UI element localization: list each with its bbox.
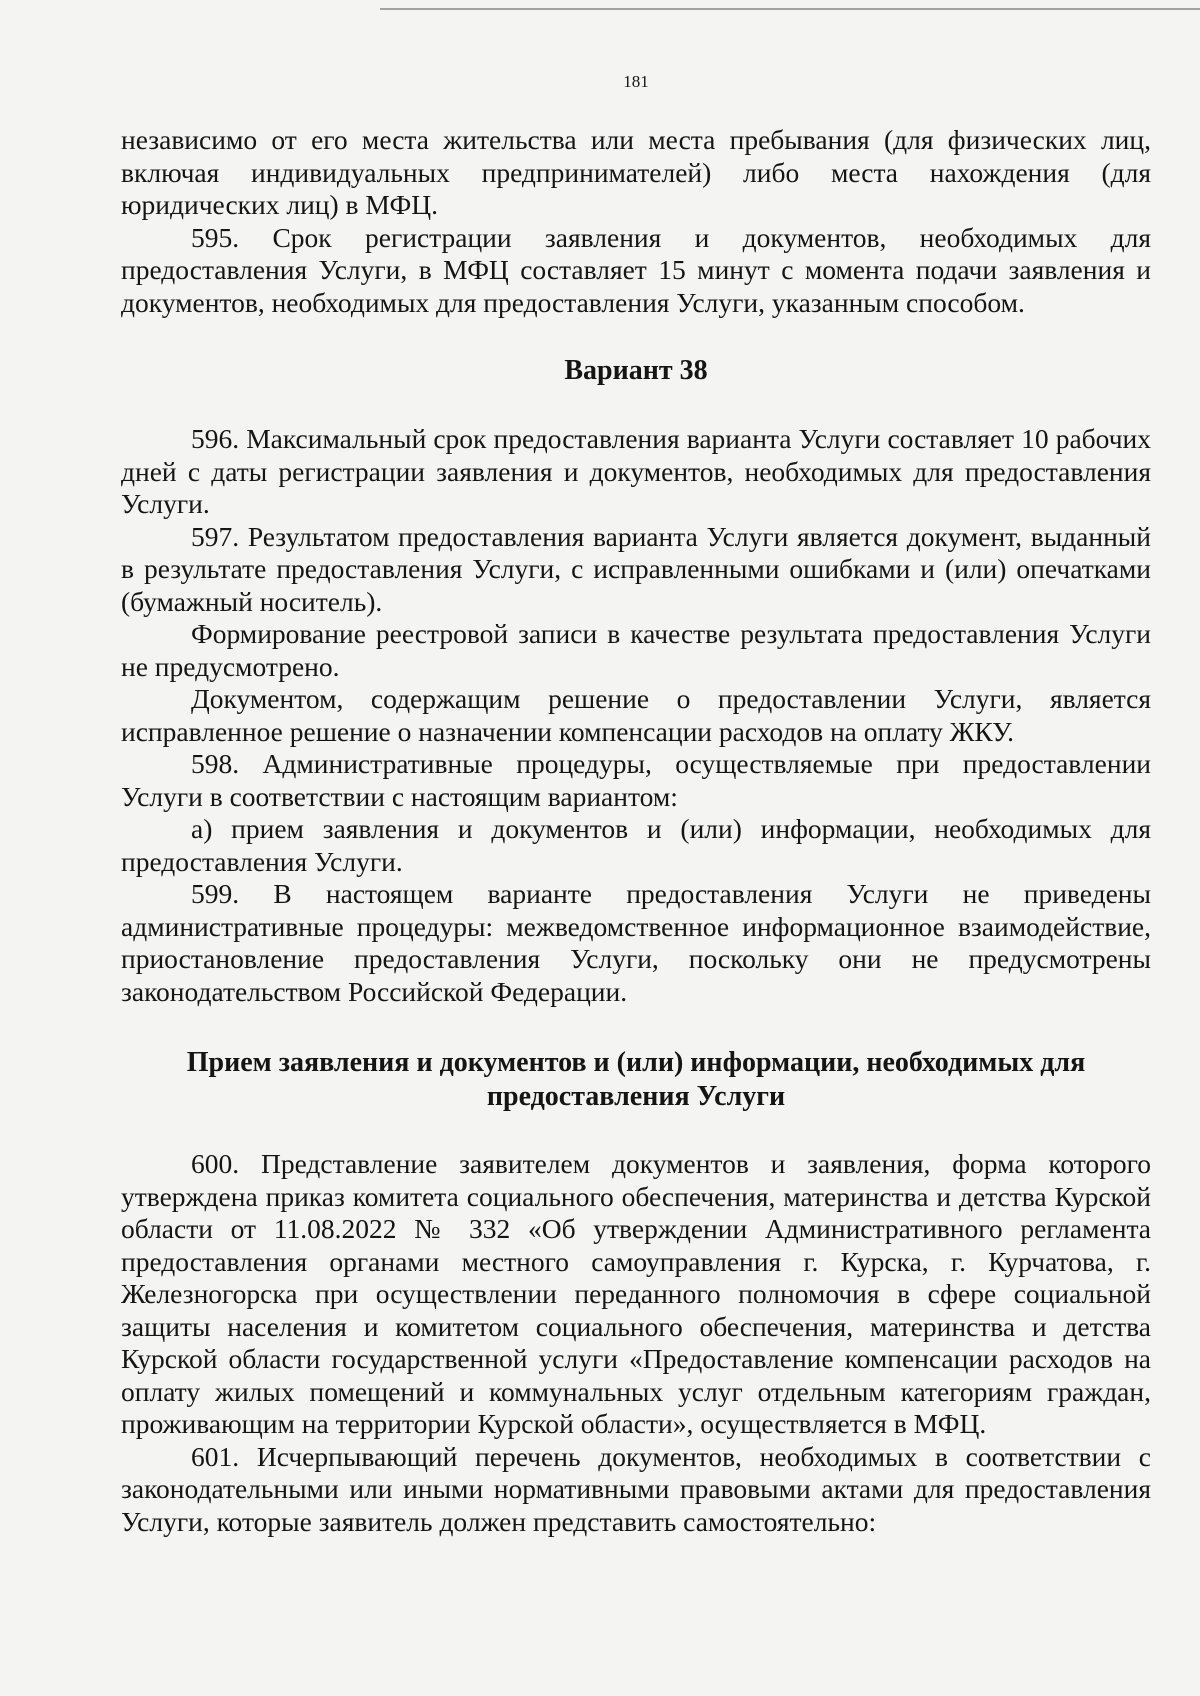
document-page bbox=[121, 70, 1151, 1538]
paragraph-601: 601. Исчерпывающий перечень документов, необходимых в соответствии с законодательными или иными нормативными правовыми актами для предоставления Услуги, которые заявитель должен представить самостоятельно: bbox=[121, 1440, 1151, 1537]
paragraph-600: 600. Представление заявителем документов и заявления, форма которого утверждена приказ комитета социального обеспечения, материнства и детства Курской области от 11.08.2022 № 332 «Об утверждении Административного регламента предоставления органами местного самоуправления г. Курска, г. Курчатова, г. Железногорска при осуществлении переданного полномочия в сфере социальной защиты населения и комитетом социального обеспечения, материнства и детства Курской области государственной услуги «Предоставление компенсации расходов на оплату жилых помещений и коммунальных услуг отдельным категориям граждан, проживающим на территории Курской области», осуществляется в МФЦ. bbox=[121, 1148, 1151, 1439]
paragraph-597-decision: Документом, содержащим решение о предоставлении Услуги, является исправленное решение о назначении компенсации расходов на оплату ЖКУ. bbox=[121, 683, 1151, 747]
paragraph-596: 596. Максимальный срок предоставления варианта Услуги составляет 10 рабочих дней с даты регистрации заявления и документов, необходимых для предоставления Услуги. bbox=[121, 423, 1151, 519]
paragraph-598: 598. Административные процедуры, осуществляемые при предоставлении Услуги в соответствии с настоящим вариантом: bbox=[121, 748, 1151, 812]
heading-section: Прием заявления и документов и (или) информации, необходимых для предоставления Услуги bbox=[186, 1047, 1086, 1112]
paragraph-597: 597. Результатом предоставления варианта Услуги является документ, выданный в результате предоставления Услуги, с исправленными ошибками и (или) опечатками (бумажный носитель). bbox=[121, 520, 1151, 617]
paragraph-595: 595. Срок регистрации заявления и документов, необходимых для предоставления Услуги, в МФЦ составляет 15 минут с момента подачи заявления и документов, необходимых для предоставления Услуги, указанным способом. bbox=[121, 221, 1151, 318]
paragraph-598-a: а) прием заявления и документов и (или) информации, необходимых для предоставления Услуги. bbox=[121, 813, 1151, 877]
scan-top-edge bbox=[380, 8, 1200, 10]
paragraph-continuation: независимо от его места жительства или места пребывания (для физических лиц, включая индивидуальных предпринимателей) либо места нахождения (для юридических лиц) в МФЦ. bbox=[121, 124, 1151, 220]
paragraph-599: 599. В настоящем варианте предоставления Услуги не приведены административные процедуры: межведомственное информационное взаимодействие, приостановление предоставления Услуги, поскольку они не предусмотрены законодательством Российской Федерации. bbox=[121, 878, 1151, 1007]
paragraph-597-registry: Формирование реестровой записи в качестве результата предоставления Услуги не предусмотрено. bbox=[121, 618, 1151, 682]
heading-variant: Вариант 38 bbox=[564, 355, 708, 386]
page-number: 181 bbox=[623, 72, 649, 91]
